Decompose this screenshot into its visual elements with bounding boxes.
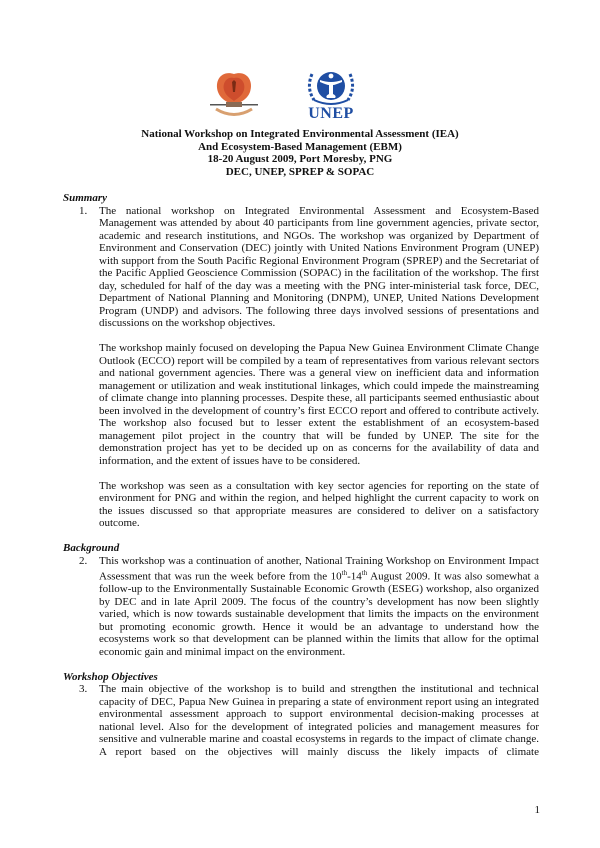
logo-row <box>0 66 600 124</box>
superscript: th <box>341 569 348 577</box>
section-spacer <box>63 658 539 671</box>
section-workshop-objectives <box>63 671 539 759</box>
section-heading: Summary <box>63 192 108 204</box>
unep-wordmark: UNEP <box>308 105 354 122</box>
paragraph: The workshop was seen as a consultation with key sector agencies for reporting on the state of environment for PNG and within the region, and helped highlight the current capacity to work on the issues discussed so that appropriate measures are considered to deliver on a satisfactory outcome. <box>99 479 539 529</box>
document-body <box>63 192 539 758</box>
title-line: 18-20 August 2009, Port Moresby, PNG <box>207 153 393 166</box>
unep-emblem-icon <box>300 66 362 108</box>
paragraph-text: August 2009. It was also somewhat a follow-up to the Environmentally Sustainable Economic Growth (ESEG) workshop, also organized by DEC and in late April 2009. The focus of the country’s development has now been slightly varied, which is now towards sustainable development that limits the impacts on the environment but promoting economic growth. Hence it would be an advantage to understand how the ecosystems work so that development can be planned within the limits that allow for the optimal economic gain and minimal impact on the environment. <box>99 570 539 658</box>
page-number: 1 <box>534 804 540 816</box>
png-emblem-icon <box>208 68 260 120</box>
numbered-item <box>63 555 539 659</box>
document-title <box>60 128 540 178</box>
paragraph: The main objective of the workshop is to build and strengthen the institutional and technical capacity of DEC, Papua New Guinea in preparing a state of environment report using an integrated environmental assessment approach to support environmental decision-making processes at national level. Also for the development of integrated policies and management measures for sensitive and vulnerable marine and coastal ecosystems in regards to the impact of climate change. A report based on the objectives will mainly discuss the likely impacts of climate <box>99 683 539 758</box>
title-line: And Ecosystem-Based Management (EBM) <box>198 140 402 153</box>
paragraph-text: -14 <box>347 570 362 583</box>
numbered-item <box>63 205 539 530</box>
title-line: National Workshop on Integrated Environmental Assessment (IEA) <box>141 128 459 140</box>
section-heading: Background <box>63 542 120 554</box>
superscript: th <box>361 569 368 577</box>
section-background <box>63 542 539 658</box>
unep-logo <box>300 66 362 124</box>
paragraph: The national workshop on Integrated Environmental Assessment and Ecosystem-Based Management was attended by about 40 participants from line government agencies, private sector, academic and research institutions, and NGOs. The workshop was organized by Department of Environment and Conservation (DEC) jointly with United Nations Environment Program (UNEP) with support from the South Pacific Regional Environment Program (SPREP) and the Secretariat of the Pacific Applied Geoscience Commission (SOPAC) in the facilitation of the workshop. The first day, scheduled for half of the day was a meeting with the PNG inter-ministerial task force, DEC, Department of National Planning and Monitoring (DNPM), UNEP, United Nations Development Program (UNDP) and advisors. The following three days involved sessions of presentations and discussions on the workshop objectives. <box>99 204 539 329</box>
paragraph-text: This workshop was a continuation of another, National Training Workshop on Environment Impact Assessment that was run the week before from the 10 <box>99 554 539 583</box>
paragraph <box>99 555 539 659</box>
item-number: 2. <box>79 554 88 567</box>
title-line: DEC, UNEP, SPREP & SOPAC <box>225 165 375 178</box>
numbered-item <box>63 683 539 758</box>
section-spacer <box>63 530 539 543</box>
item-number: 1. <box>79 204 88 217</box>
item-number: 3. <box>79 683 88 696</box>
paragraph: The workshop mainly focused on developing the Papua New Guinea Environment Climate Change Outlook (ECCO) report will be compiled by a team of representatives from various relevant sectors and national government agencies. There was a general view on inefficient data and information management or utilization and weak institutional linkages, which could impede the mainstreaming of climate change into planning processes. Despite these, all participants seemed enthusiastic about been involved in the development of country’s first ECCO report and offered to contribute actively. The workshop also focused but to lesser extent the establishment of an ecosystem-based management pilot project in the country that will be funded by UNEP. The site for the demonstration project has yet to be decided up on as concerns for the availability of data and information, and the extent of issues have to be considered. <box>99 342 539 467</box>
section-heading: Workshop Objectives <box>63 670 158 683</box>
section-summary <box>63 192 539 530</box>
